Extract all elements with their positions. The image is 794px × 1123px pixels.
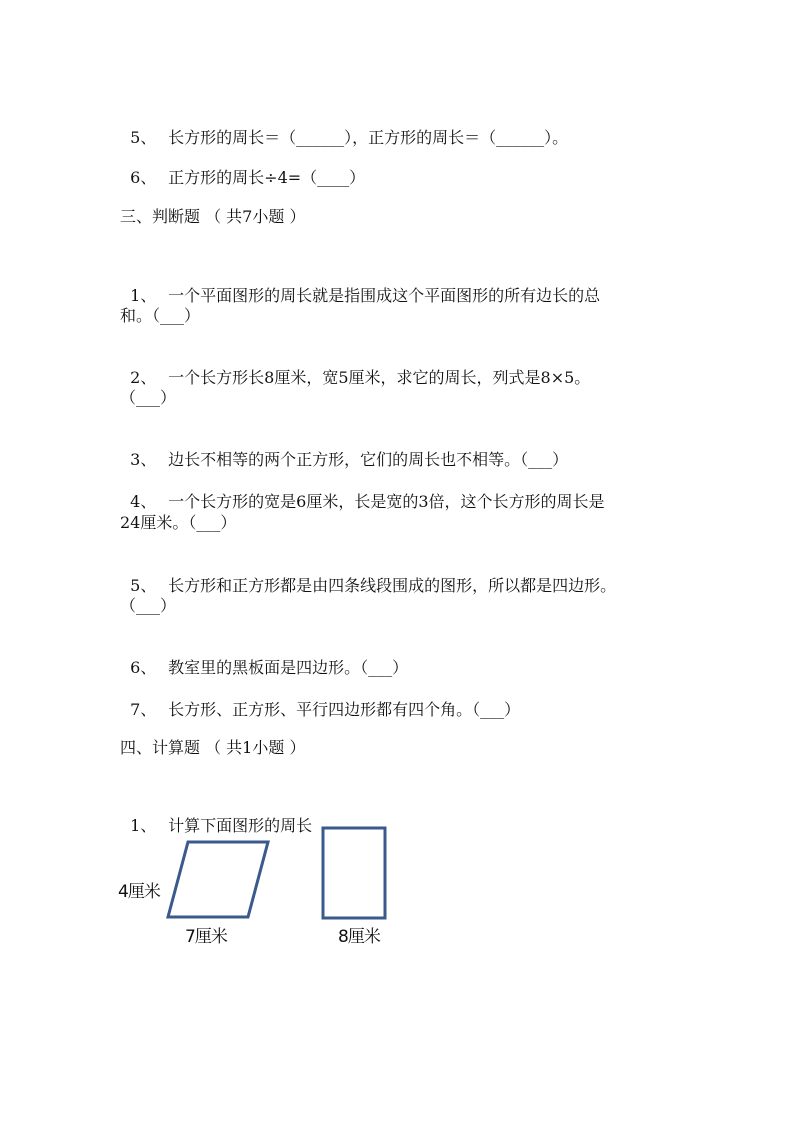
question-number: 4、 bbox=[130, 492, 157, 511]
parallelogram-figure bbox=[160, 835, 280, 925]
question-text: 一个长方形的宽是6厘米，长是宽的3倍，这个长方形的周长是 bbox=[168, 492, 605, 511]
question-number: 5、 bbox=[130, 128, 157, 147]
rectangle-shape bbox=[323, 828, 385, 918]
question-text: 计算下面图形的周长 bbox=[168, 816, 313, 835]
question-number: 1、 bbox=[130, 816, 157, 835]
question-number: 6、 bbox=[130, 658, 157, 677]
question-text: 长方形和正方形都是由四条线段围成的图形，所以都是四边形。 bbox=[168, 576, 617, 595]
question-text: 正方形的周长÷4=（____） bbox=[168, 168, 366, 187]
fill-blank-q5 bbox=[120, 108, 568, 148]
question-text: 长方形的周长＝（______），正方形的周长＝（______）。 bbox=[168, 128, 569, 147]
judge-item-5 bbox=[120, 556, 616, 596]
judge-item-3 bbox=[120, 430, 568, 470]
judge-item-1-cont: 和。（___） bbox=[120, 306, 201, 325]
parallelogram-side-label: 4厘米 bbox=[118, 882, 160, 902]
judge-item-2-cont: （___） bbox=[120, 388, 177, 407]
question-text: 教室里的黑板面是四边形。（___） bbox=[168, 658, 409, 677]
calc-item-1 bbox=[120, 796, 312, 836]
question-number: 7、 bbox=[130, 700, 157, 719]
judge-item-4 bbox=[120, 472, 605, 512]
question-number: 1、 bbox=[130, 286, 157, 305]
question-number: 6、 bbox=[130, 168, 157, 187]
judge-item-2 bbox=[120, 348, 590, 388]
parallelogram-shape bbox=[168, 842, 268, 917]
judge-item-6 bbox=[120, 638, 408, 678]
question-text: 长方形、正方形、平行四边形都有四个角。（___） bbox=[168, 700, 521, 719]
section-4-heading: 四、计算题 （ 共1小题 ） bbox=[120, 738, 306, 757]
question-number: 3、 bbox=[130, 450, 157, 469]
judge-item-5-cont: （___） bbox=[120, 596, 177, 615]
section-3-heading: 三、判断题 （ 共7小题 ） bbox=[120, 207, 306, 226]
judge-item-7 bbox=[120, 680, 520, 720]
question-number: 5、 bbox=[130, 576, 157, 595]
question-text: 一个长方形长8厘米，宽5厘米，求它的周长，列式是8×5。 bbox=[168, 368, 591, 387]
rectangle-base-label: 8厘米 bbox=[338, 927, 380, 947]
question-text: 边长不相等的两个正方形，它们的周长也不相等。（___） bbox=[168, 450, 569, 469]
judge-item-1 bbox=[120, 266, 600, 306]
question-text: 一个平面图形的周长就是指围成这个平面图形的所有边长的总 bbox=[168, 286, 601, 305]
rectangle-figure bbox=[318, 823, 393, 923]
parallelogram-base-label: 7厘米 bbox=[185, 927, 227, 947]
question-number: 2、 bbox=[130, 368, 157, 387]
fill-blank-q6 bbox=[120, 148, 365, 188]
judge-item-4-cont: 24厘米。（___） bbox=[120, 513, 237, 532]
